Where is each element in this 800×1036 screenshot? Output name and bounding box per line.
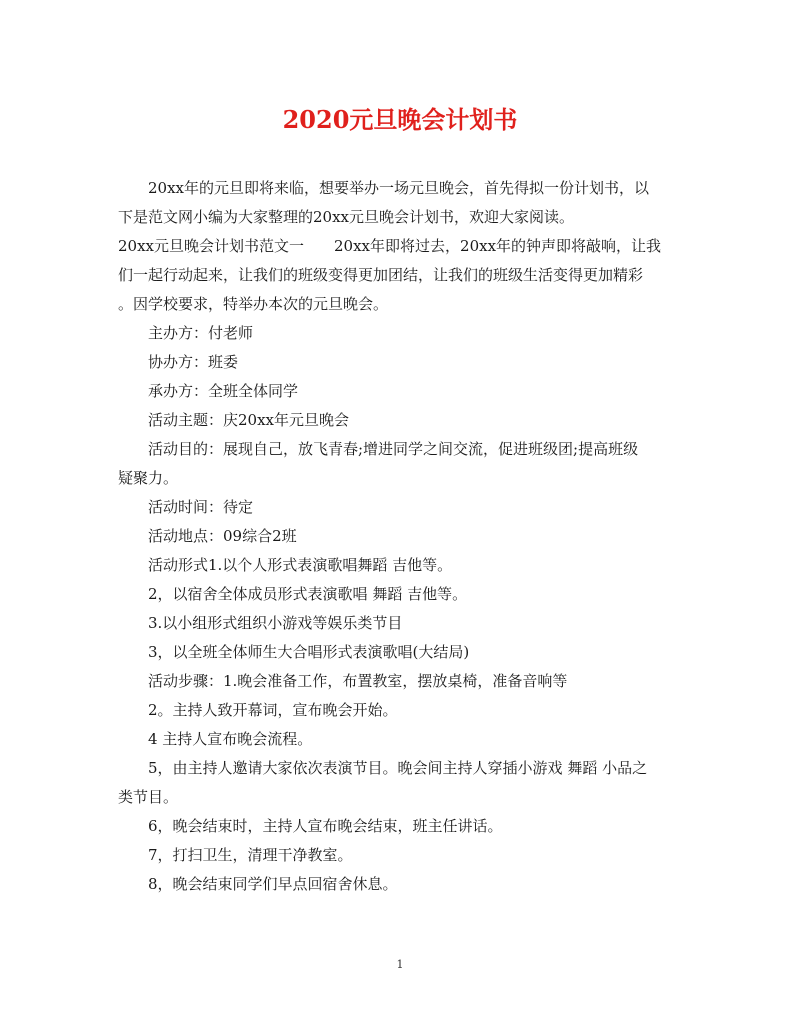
step-line-5a: 5，由主持人邀请大家依次表演节目。晚会间主持人穿插小游戏 舞蹈 小品之 xyxy=(148,759,648,777)
step-line-8: 8，晚会结束同学们早点回宿舍休息。 xyxy=(148,875,398,893)
step-line-6: 6，晚会结束时，主持人宣布晚会结束，班主任讲话。 xyxy=(148,817,503,835)
form-line-3: 3.以小组形式组织小游戏等娱乐类节目 xyxy=(148,614,403,632)
intro-line-2: 下是范文网小编为大家整理的20xx元旦晚会计划书，欢迎大家阅读。 xyxy=(118,208,575,226)
form-line-2: 2，以宿舍全体成员形式表演歌唱 舞蹈 吉他等。 xyxy=(148,585,468,603)
form-line-4: 3，以全班全体师生大合唱形式表演歌唱(大结局) xyxy=(148,643,470,661)
form-line-1: 活动形式1.以个人形式表演歌唱舞蹈 吉他等。 xyxy=(148,556,453,574)
step-line-7: 7，打扫卫生，清理干净教室。 xyxy=(148,846,353,864)
purpose-line-1: 活动目的：展现自己，放飞青春;增进同学之间交流，促进班级团;提高班级 xyxy=(148,440,639,458)
opening-line-1 xyxy=(118,232,680,261)
co-host-line: 协办方：班委 xyxy=(148,353,239,371)
step-line-1: 活动步骤：1.晚会准备工作，布置教室，摆放桌椅，准备音响等 xyxy=(148,672,568,690)
host-line: 主办方：付老师 xyxy=(148,324,254,342)
place-line: 活动地点：09综合2班 xyxy=(148,527,297,545)
section-heading: 20xx元旦晚会计划书范文一 xyxy=(118,237,305,255)
theme-line: 活动主题：庆20xx年元旦晚会 xyxy=(148,411,350,429)
step-line-4: 4 主持人宣布晚会流程。 xyxy=(148,730,313,748)
document-title: 2020元旦晚会计划书 xyxy=(282,105,518,134)
opening-line-2: 们一起行动起来，让我们的班级变得更加团结，让我们的班级生活变得更加精彩 xyxy=(118,266,644,284)
page-number: 1 xyxy=(396,958,404,971)
intro-line-1: 20xx年的元旦即将来临，想要举办一场元旦晚会，首先得拟一份计划书，以 xyxy=(148,179,650,197)
step-line-5b: 类节目。 xyxy=(118,788,179,806)
purpose-line-2: 疑聚力。 xyxy=(118,469,179,487)
opening-text-1: 20xx年即将过去，20xx年的钟声即将敲响，让我 xyxy=(334,237,662,255)
time-line: 活动时间：待定 xyxy=(148,498,254,516)
opening-line-3: 。因学校要求，特举办本次的元旦晚会。 xyxy=(118,295,389,313)
step-line-2: 2。主持人致开幕词，宣布晚会开始。 xyxy=(148,701,398,719)
organizer-line: 承办方：全班全体同学 xyxy=(148,382,299,400)
document-body xyxy=(118,174,680,899)
